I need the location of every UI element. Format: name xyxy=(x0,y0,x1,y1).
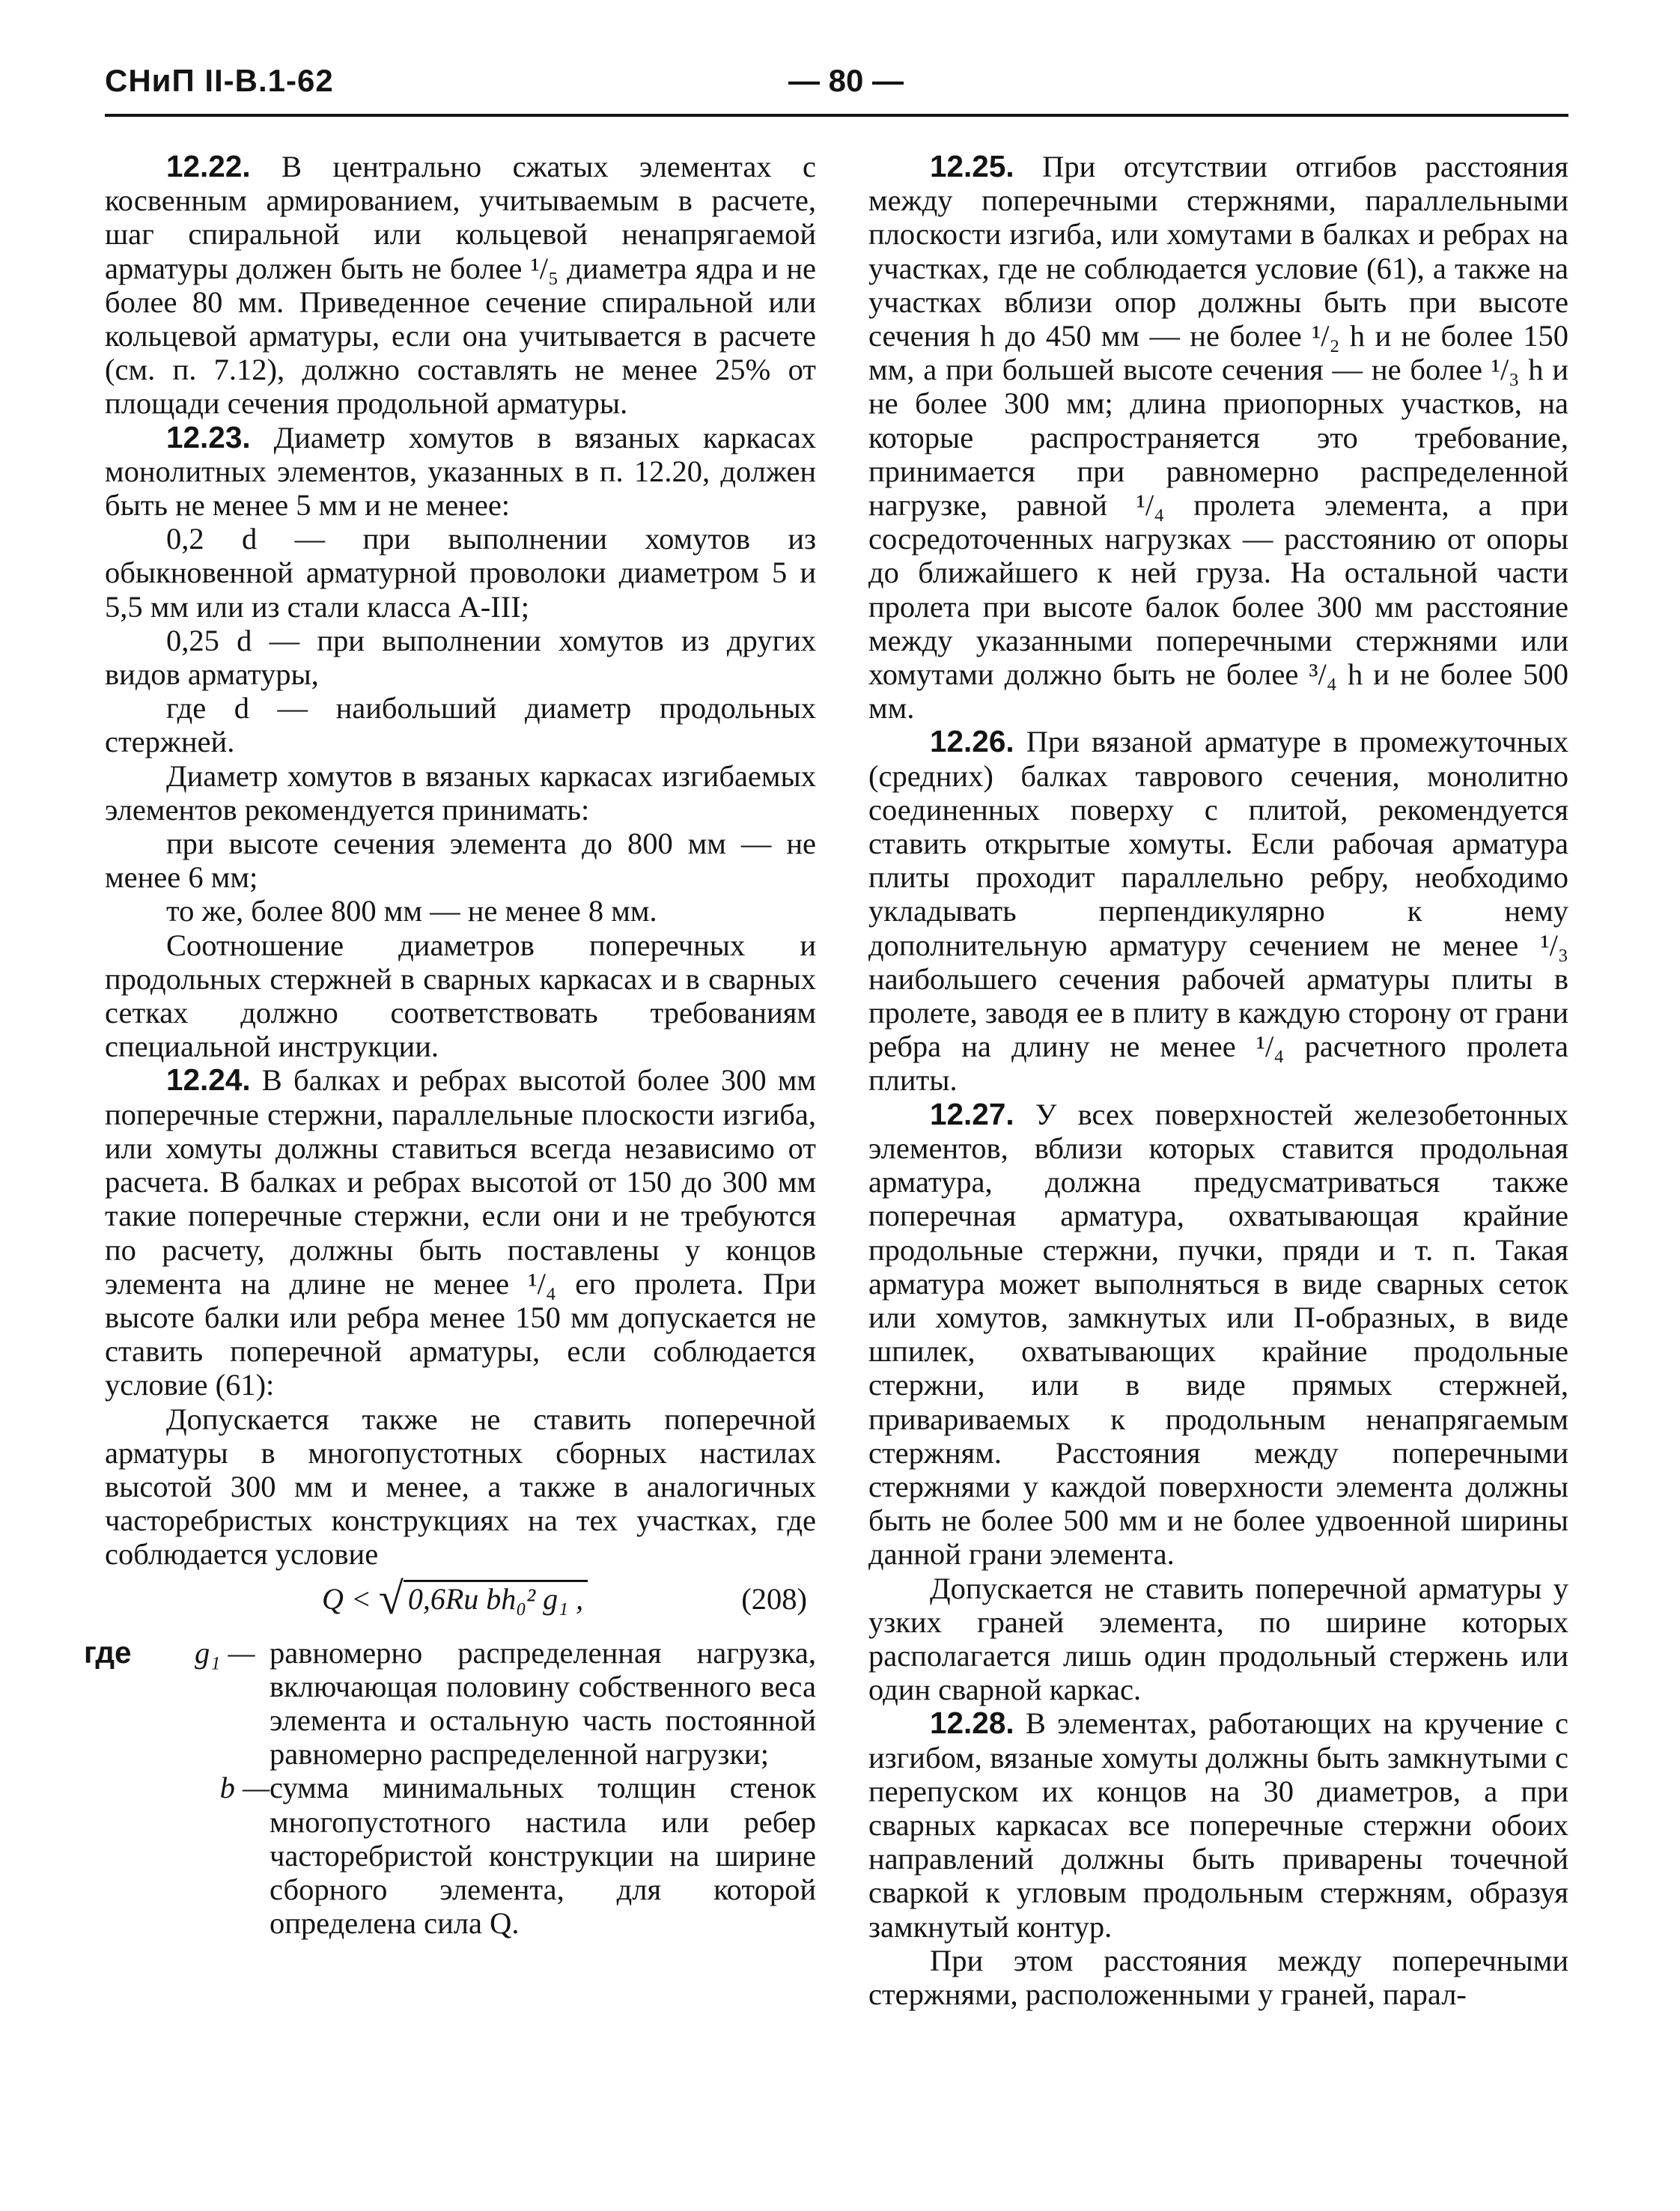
definition-g1 xyxy=(195,1636,816,1771)
clause-text: В элементах, работающих на кручение с изгибом, вязаные хомуты должны быть замкнутыми с перепуском их концов на 30 диаметров, а при сварных каркасах все поперечные стержни обоих направлений должны быть приварены точечной сваркой к угловым продольным стержням, образуя замкнутый контур. xyxy=(868,1706,1568,1944)
clause-number: 12.23. xyxy=(166,419,251,454)
clause-number: 12.22. xyxy=(166,149,251,183)
paragraph: Диаметр хомутов в вязаных каркасах изгибаемых элементов рекомендуется принимать: xyxy=(105,758,816,827)
left-column xyxy=(84,149,816,1941)
paragraph: Допускается не ставить поперечной арматуры у узких граней элемента, по ширине которых располагается лишь один продольный стержень или один сварной каркас. xyxy=(868,1571,1568,1707)
definition-text: сумма минимальных толщин стенок многопустотного настила или ребер часторебристой конструкции на ширине сборного элемента, для которой определена сила Q. xyxy=(270,1771,816,1941)
clause-text: В центрально сжатых элементах с косвенным армированием, учитываемым в расчете, шаг спиральной или кольцевой ненапрягаемой арматуры должен быть не более ¹/₅ диаметра ядра и не более 80 мм. Приведенное сечение спиральной или кольцевой арматуры, если она учитывается в расчете (см. п. 7.12), должно составлять не менее 25% от площади сечения продольной арматуры. xyxy=(105,150,816,421)
definitions xyxy=(84,1634,816,1941)
clause-12-27 xyxy=(868,1098,1568,1572)
paragraph: Соотношение диаметров поперечных и продольных стержней в сварных каркасах и в сварных сетках должно соответствовать требованиям специальной инструкции. xyxy=(105,928,816,1064)
list-item: где d — наибольший диаметр продольных стержней. xyxy=(105,691,816,759)
clause-12-23 xyxy=(105,421,816,523)
definition-b xyxy=(180,1771,816,1940)
clause-text: При отсутствии отгибов расстояния между поперечными стержнями, параллельными плоскости изгиба, или хомутами в балках и ребрах на участках, где не соблюдается условие (61), а также на участках вблизи опор должны быть при высоте сечения h до 450 мм — не более ¹/₂ h и не более 150 мм, а при большей высоте сечения — не более ¹/₃ h и не более 300 мм; длина приопорных участков, на которые распространяется это требование, принимается при равномерно распределенной нагрузке, равной ¹/₄ пролета элемента, а при сосредоточенных нагрузках — расстоянию от опоры до ближайшего к ней груза. На остальной части пролета при высоте балок более 300 мм расстояние между указанными поперечными стержнями или хомутами должно быть не более ³/₄ h и не более 500 мм. xyxy=(868,150,1568,726)
clause-text: При вязаной арматуре в промежуточных (средних) балках таврового сечения, монолитно соединенных поверху с плитой, рекомендуется ставить открытые хомуты. Если рабочая арматура плиты проходит параллельно ребру, необходимо укладывать перпендикулярно к нему дополнительную арматуру сечением не менее ¹/₃ наибольшего сечения рабочей арматуры плиты в пролете, заводя ее в плиту в каждую сторону от грани ребра на длину не менее ¹/₄ расчетного пролета плиты. xyxy=(868,725,1568,1098)
page-header xyxy=(0,0,1680,127)
formula-number: (208) xyxy=(741,1581,807,1616)
clause-number: 12.28. xyxy=(930,1706,1014,1741)
clause-text: У всех поверхностей железобетонных элементов, вблизи которых ставится продольная арматура, должна предусматриваться также поперечная арматура, охватывающая крайние продольные стержни, пучки, пряди и т. п. Такая арматура может выполняться в виде сварных сеток или хомутов, замкнутых или П-образных, в виде шпилек, охватывающих крайние продольные стержни, или в виде прямых стержней, привариваемых к продольным ненапрягаемым стержням. Расстояния между поперечными стержнями у каждой поверхности элемента должны быть не более 500 мм и не более удвоенной ширины данной грани элемента. xyxy=(868,1097,1568,1572)
page-number: — 80 — xyxy=(788,63,904,98)
formula-expression xyxy=(322,1573,588,1623)
document-code: СНиП II-В.1-62 xyxy=(105,63,334,98)
clause-12-24 xyxy=(105,1063,816,1402)
list-item: то же, более 800 мм — не менее 8 мм. xyxy=(166,894,657,928)
clause-text: В балках и ребрах высотой более 300 мм поперечные стержни, параллельные плоскости изгиба, или хомуты должны ставиться всегда независимо от расчета. В балках и ребрах высотой от 150 до 300 мм такие поперечные стержни, если они и не требуются по расчету, должны быть поставлены у концов элемента на длине не менее ¹/₄ его пролета. При высоте балки или ребра менее 150 мм допускается не ставить поперечной арматуры, если соблюдается условие (61): xyxy=(105,1063,816,1402)
formula-208 xyxy=(105,1572,816,1631)
clause-12-25 xyxy=(868,150,1568,725)
where-label: где xyxy=(84,1634,132,1670)
clause-number: 12.26. xyxy=(930,724,1014,759)
list-item: 0,25 d — при выполнении хомутов из других видов арматуры, xyxy=(105,623,816,692)
clause-number: 12.24. xyxy=(166,1062,251,1098)
clause-12-22 xyxy=(105,150,816,421)
clause-number: 12.27. xyxy=(930,1096,1014,1131)
formula-radicand: 0,6Rи bh₀² g₁ , xyxy=(404,1580,588,1616)
list-item: при высоте сечения элемента до 800 мм — не менее 6 мм; xyxy=(105,827,816,895)
paragraph: Допускается также не ставить поперечной арматуры в многопустотных сборных настилах высотой 300 мм и менее, а также в аналогичных часторебристых конструкциях на тех участках, где соблюдается условие xyxy=(105,1402,816,1572)
clause-12-26 xyxy=(868,725,1568,1097)
list-item: 0,2 d — при выполнении хомутов из обыкновенной арматурной проволоки диаметром 5 и 5,5 мм или из стали класса А-III; xyxy=(105,522,816,624)
right-column xyxy=(868,150,1568,2011)
radical-sign-icon: √ xyxy=(378,1573,404,1623)
definition-text: равномерно распределенная нагрузка, включающая половину собственного веса элемента и остальную часть постоянной равномерно распределенной нагрузки; xyxy=(270,1635,816,1771)
definition-symbol: g₁ — xyxy=(195,1635,255,1670)
paragraph: При этом расстояния между поперечными стержнями, расположенными у граней, парал- xyxy=(868,1943,1568,2011)
definition-symbol: b — xyxy=(219,1771,270,1805)
header-rule xyxy=(105,114,1568,117)
formula-lhs: Q < xyxy=(322,1581,371,1616)
clause-text: Диаметр хомутов в вязаных каркасах монолитных элементов, указанных в п. 12.20, должен быть не менее 5 мм и не менее: xyxy=(105,420,816,523)
clause-12-28 xyxy=(868,1706,1568,1943)
clause-number: 12.25. xyxy=(930,149,1014,183)
